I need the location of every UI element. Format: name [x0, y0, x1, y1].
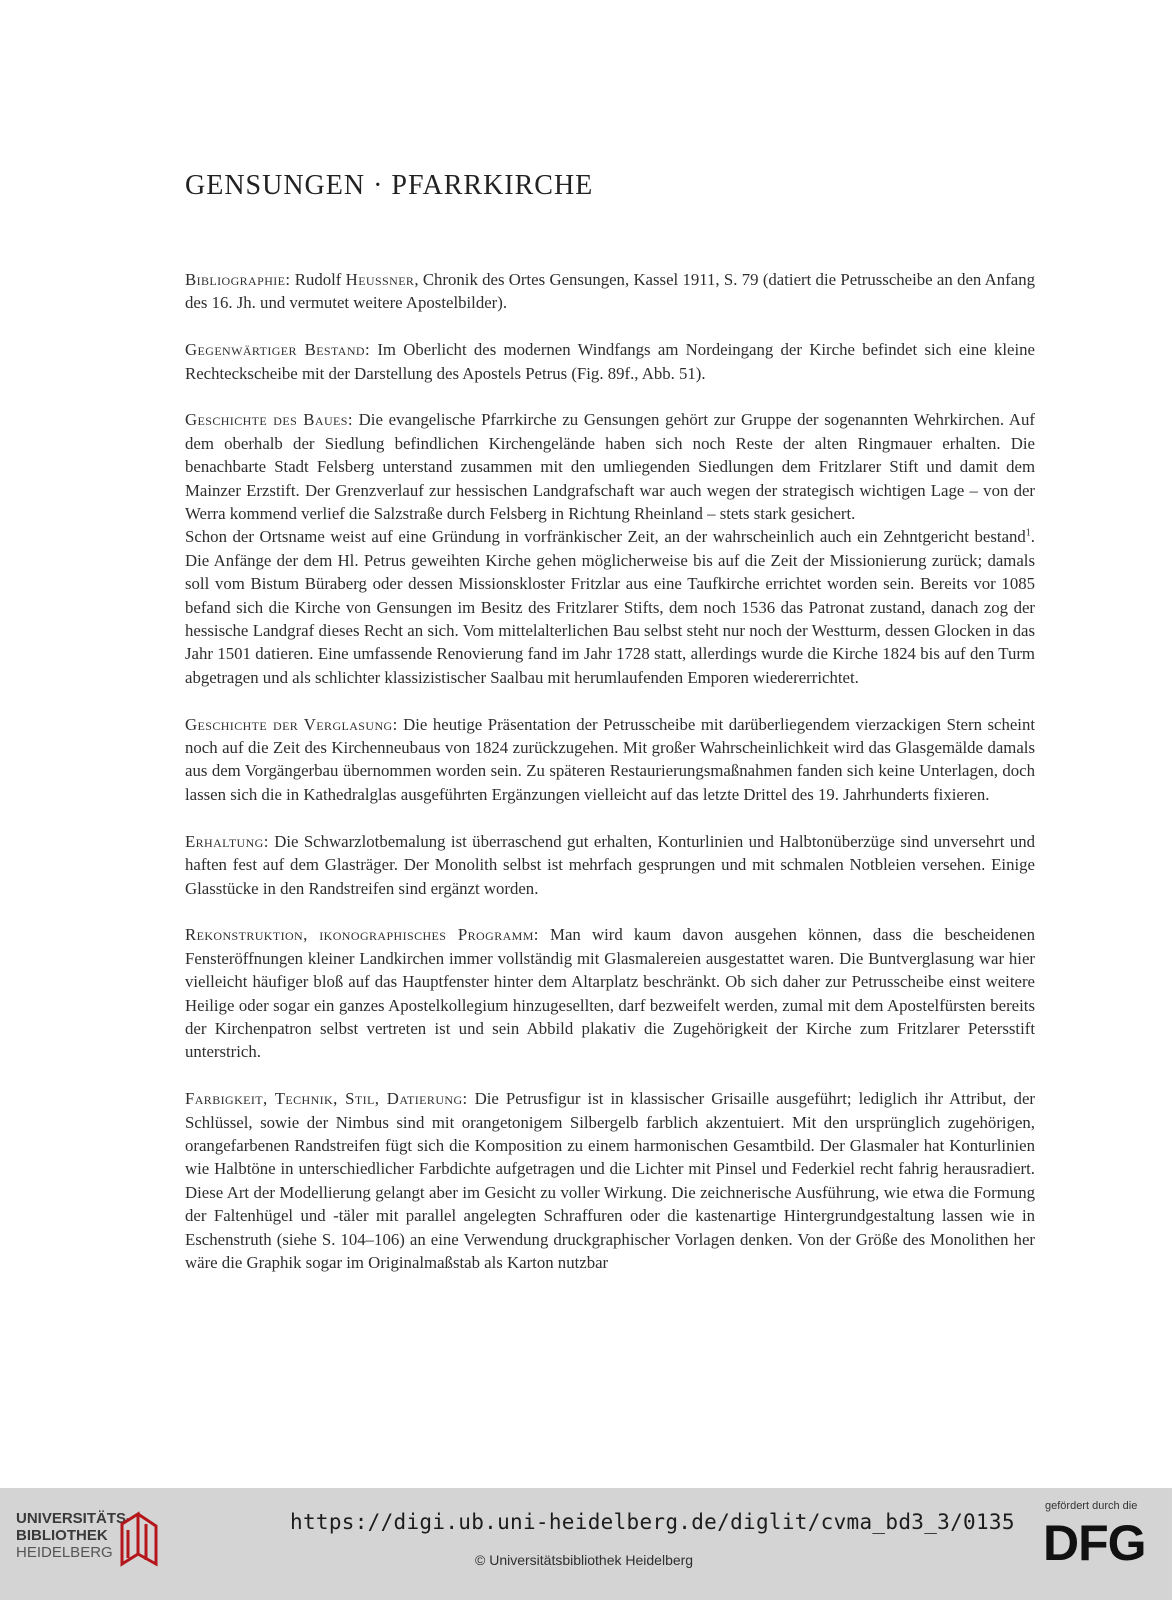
paragraph-baues-2: Schon der Ortsname weist auf eine Gründung in vorfränkischer Zeit, an der wahrscheinlich auch ein Zehntgericht bestand$^1$. Die Anfänge der dem Hl. Petrus geweihten Kirche gehen möglicherweise bis auf die Zeit der Missionierung zurück; damals soll vom Bistum Büraberg oder dessen Missionskloster Fritzlar aus eine Taufkirche errichtet worden sein. Bereits vor 1085 befand sich die Kirche von Gensungen im Besitz des Fritzlarer Stifts, dem noch 1536 das Patronat zustand, danach zog der hessische Landgraf dieses Recht an sich. Vom mittelalterlichen Bau selbst steht nur noch der Westturm, dessen Glocken in das Jahr 1501 datieren. Eine umfassende Renovierung fand im Jahr 1728 statt, allerdings wurde die Kirche 1824 bis auf den Turm abgetragen und als schlichter klassizistischer Saalbau mit herumlaufenden Emporen wiedererrichtet.: [185, 527, 1035, 687]
copyright-notice: © Universitätsbibliothek Heidelberg: [475, 1552, 694, 1568]
footnote-marker[interactable]: 1: [1025, 527, 1031, 539]
section-heading: Farbigkeit, Technik, Stil, Datierung:: [185, 1089, 468, 1109]
section-heading: Geschichte der Verglasung:: [185, 714, 398, 734]
library-book-icon: [118, 1510, 162, 1568]
paragraph-farbigkeit: Farbigkeit, Technik, Stil, Datierung: Die Petrusfigur ist in klassischer Grisaille ausgeführt; lediglich ihr Attribut, der Schlüssel, sowie der Nimbus sind mit orangetonigem Silbergelb farblich akzentuiert. Mit den ursprünglich zugehörigen, orangefarbenen Randstreifen fügt sich die Komposition zu einem harmonischen Gesamtbild. Der Glasmaler hat Konturlinien wie Halbtöne in unterschiedlicher Farbdichte aufgetragen und die Lichter mit Pinsel und Federkiel recht fahrig herausradiert. Diese Art der Modellierung gelangt aber im Gesicht zu voller Wirkung. Die zeichnerische Ausführung, wie etwa die Formung der Faltenhügel und -täler mit parallel angelegten Schraffuren oder die kastenartige Hintergrundgestaltung lassen wie in Eschenstruth (siehe S. 104–106) an eine Verwendung druckgraphischer Vorlagen denken. Von der Größe des Monolithen her wäre die Graphik sogar im Originalmaßstab als Karton nutzbar: [185, 1089, 1035, 1272]
section-heading: Gegenwärtiger Bestand:: [185, 340, 371, 360]
paragraph-bibliographie: Bibliographie: Rudolf Heussner, Chronik des Ortes Gensungen, Kassel 1911, S. 79 (datiert die Petrusscheibe an den Anfang des 16. Jh. und vermutet weitere Apostelbilder).: [185, 270, 1035, 313]
section-heading: Bibliographie:: [185, 270, 291, 289]
viewer-footer: [0, 1488, 1172, 1600]
section-heading: Rekonstruktion, ikonographisches Programm:: [185, 925, 539, 945]
page-title: GENSUNGEN · PFARRKIRCHE: [185, 170, 594, 201]
paragraph-baues: Geschichte des Baues: Die evangelische Pfarrkirche zu Gensungen gehört zur Gruppe der sogenannten Wehrkirchen. Auf dem oberhalb der Siedlung befindlichen Kirchengelände haben sich noch Reste der alten Ringmauer erhalten. Die benachbarte Stadt Felsberg unterstand zusammen mit den umliegenden Siedlungen dem Fritzlarer Stift und damit dem Mainzer Erzstift. Der Grenzverlauf zur hessischen Landgrafschaft war auch wegen der strategisch wichtigen Lage – von der Werra kommend verlief die Salzstraße durch Felsberg in Richtung Rheinland – stets stark gesichert.: [185, 410, 1035, 524]
section-heading: Geschichte des Baues:: [185, 410, 353, 430]
paragraph-rekonstruktion: Rekonstruktion, ikonographisches Programm: Man wird kaum davon ausgehen können, dass die bescheidenen Fensteröffnungen kleiner Landkirchen immer vollständig mit Glasmalereien ausgestattet waren. Die Buntverglasung war hier vielleicht häufiger bloß auf das Hauptfenster hinter dem Altarplatz beschränkt. Ob sich daher zur Petrusscheibe einst weitere Heilige oder sogar ein ganzes Apostelkollegium hinzugesellten, darf bezweifelt werden, zumal mit dem Apostelfürsten bereits der Kirchenpatron selbst vertreten ist und sein Abbild plakativ die Zugehörigkeit der Kirche zum Fritzlarer Petersstift unterstrich.: [185, 925, 1035, 1062]
document-body: [185, 268, 1035, 1274]
funding-note: gefördert durch die: [1045, 1500, 1138, 1512]
ub-heidelberg-logo[interactable]: UNIVERSITÄTS- BIBLIOTHEK HEIDELBERG: [16, 1510, 132, 1561]
permalink-url[interactable]: https://digi.ub.uni-heidelberg.de/diglit/cvma_bd3_3/0135: [290, 1510, 1015, 1534]
author-name: Heussner: [345, 270, 415, 289]
section-heading: Erhaltung:: [185, 831, 269, 851]
paragraph-erhaltung: Erhaltung: Die Schwarzlotbemalung ist überraschend gut erhalten, Konturlinien und Halbtonüberzüge sind unversehrt und haften fest auf dem Glasträger. Der Monolith selbst ist mehrfach gesprungen und mit schmalen Notbleien versehen. Einige Glasstücke in den Randstreifen sind ergänzt worden.: [185, 831, 1035, 898]
paragraph-verglasung: Geschichte der Verglasung: Die heutige Präsentation der Petrusscheibe mit darüberliegendem vierzackigen Stern scheint noch auf die Zeit des Kirchenneubaus von 1824 zurückzugehen. Mit großer Wahrscheinlichkeit wird das Glasgemälde damals aus dem Vorgängerbau übernommen worden sein. Zu späteren Restaurierungsmaßnahmen fanden sich keine Unterlagen, doch lassen sich die in Kathedralglas ausgeführten Ergänzungen vielleicht auf das letzte Drittel des 19. Jahrhunderts fixieren.: [185, 714, 1036, 804]
dfg-logo[interactable]: DFG: [1043, 1515, 1146, 1571]
paragraph-bestand: Gegenwärtiger Bestand: Im Oberlicht des modernen Windfangs am Nordeingang der Kirche befindet sich eine kleine Rechteckscheibe mit der Darstellung des Apostels Petrus (Fig. 89f., Abb. 51).: [185, 340, 1036, 383]
